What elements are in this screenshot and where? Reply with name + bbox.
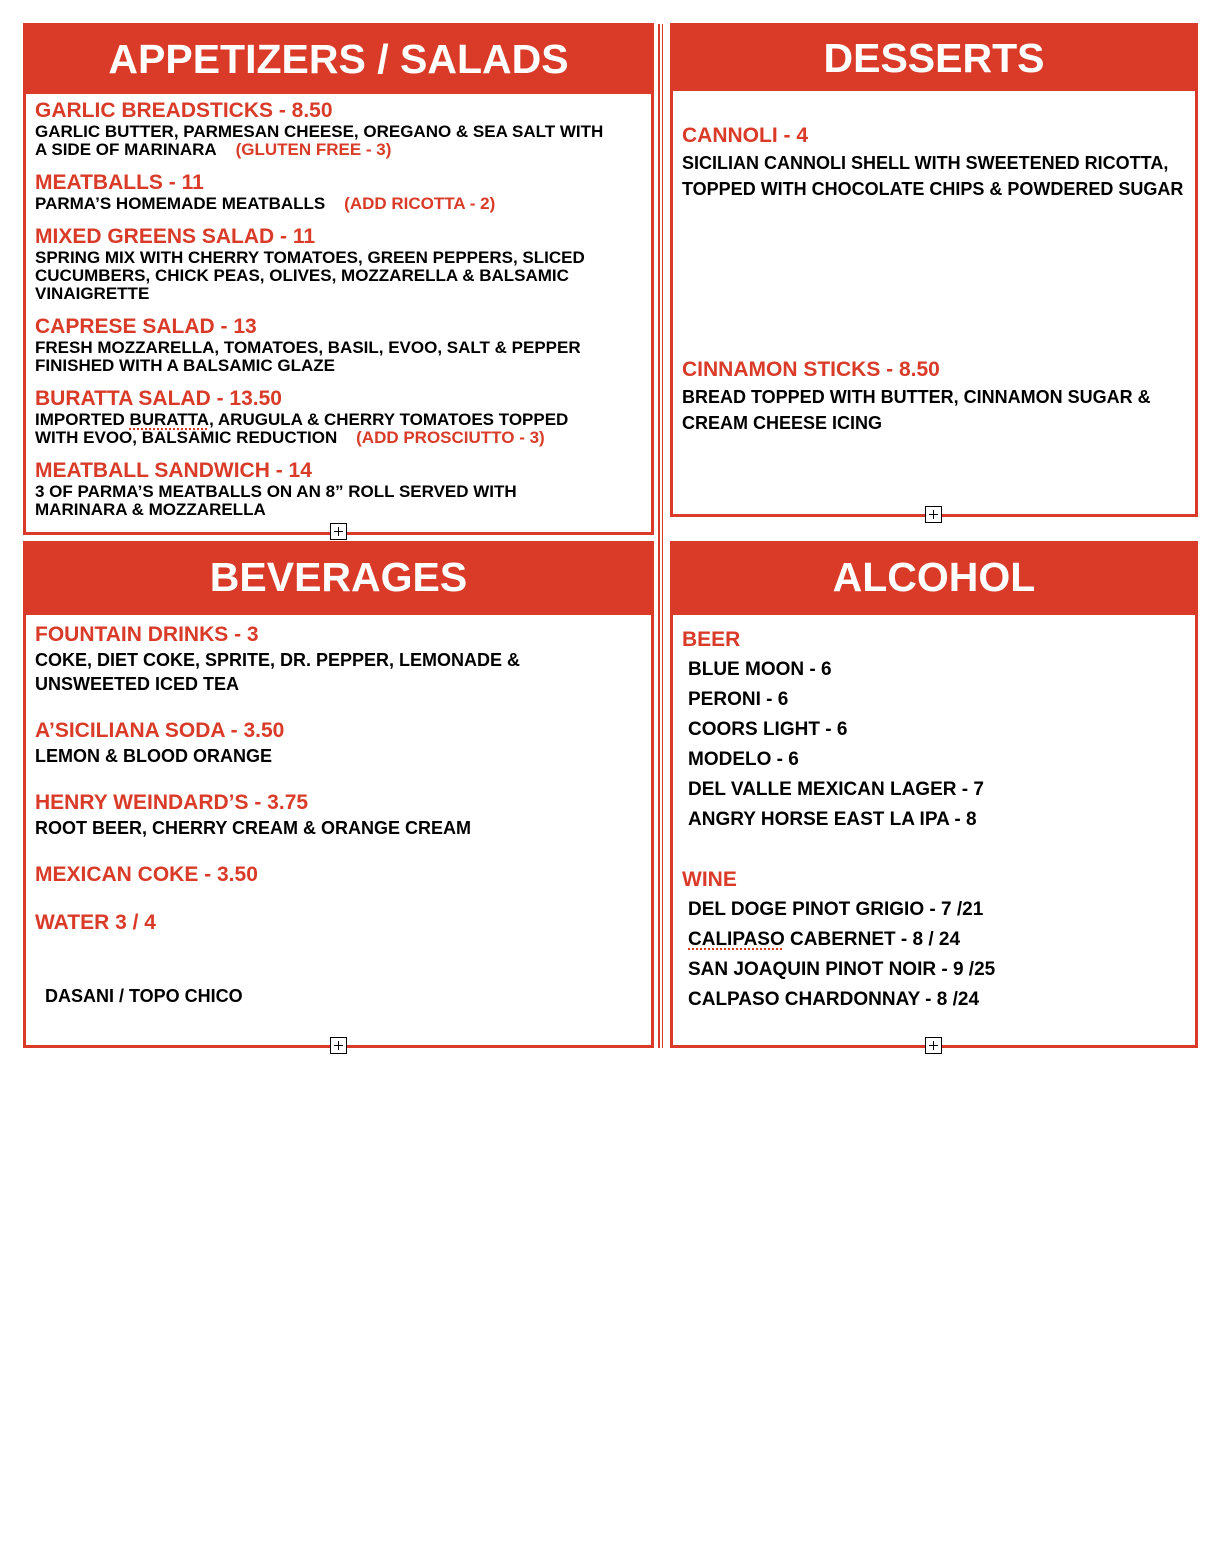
item-desc: DASANI / TOPO CHICO [35,986,243,1006]
item-fountain-drinks: FOUNTAIN DRINKS - 3 [35,623,259,646]
beer-item: PERONI - 6 [688,689,789,710]
item-desc: 3 OF PARMA’S MEATBALLS ON AN 8” ROLL SERVED WITH MARINARA & MOZZARELLA [35,482,517,519]
wine-item: DEL DOGE PINOT GRIGIO - 7 /21 [688,899,984,920]
item-henry-weinhards: HENRY WEINDARD’S - 3.75 [35,791,309,814]
item-cannoli: CANNOLI - 4 [682,124,808,147]
item-desc: LEMON & BLOOD ORANGE [35,746,272,766]
item-desc: COKE, DIET COKE, SPRITE, DR. PEPPER, LEMONADE & UNSWEETED ICED TEA [35,650,521,694]
wine-item: SAN JOAQUIN PINOT NOIR - 9 /25 [688,959,996,980]
beer-heading: BEER [682,628,741,651]
wine-heading: WINE [682,868,737,891]
spellcheck-word: CALIPASO [688,929,785,950]
wine-item: CALIPASO CABERNET - 8 / 24 [688,929,961,950]
beverages-panel [23,541,654,1048]
beer-item: COORS LIGHT - 6 [688,719,848,740]
item-cinnamon-sticks: CINNAMON STICKS - 8.50 [682,358,940,381]
item-desc: IMPORTED BURATTA, ARUGULA & CHERRY TOMATOES TOPPED WITH EVOO, BALSAMIC REDUCTION (ADD PROSCIUTTO - 3) [35,410,569,447]
beer-item: DEL VALLE MEXICAN LAGER - 7 [688,779,984,800]
beer-item: MODELO - 6 [688,749,799,770]
item-desc: SPRING MIX WITH CHERRY TOMATOES, GREEN PEPPERS, SLICED CUCUMBERS, CHICK PEAS, OLIVES, MOZZARELLA & BALSAMIC VINAIGRETTE [35,248,585,303]
item-mixed-greens-salad: MIXED GREENS SALAD - 11 [35,225,316,248]
item-meatballs: MEATBALLS - 11 [35,171,204,194]
item-caprese-salad: CAPRESE SALAD - 13 [35,315,257,338]
resize-handle-icon[interactable] [925,1037,942,1054]
beer-item: ANGRY HORSE EAST LA IPA - 8 [688,809,977,830]
item-desc: GARLIC BUTTER, PARMESAN CHEESE, OREGANO & SEA SALT WITH A SIDE OF MARINARA (GLUTEN FREE - 3) [35,122,604,159]
alcohol-panel [670,541,1198,1048]
item-buratta-salad: BURATTA SALAD - 13.50 [35,387,282,410]
alcohol-header: ALCOHOL [673,544,1195,615]
appetizers-header: APPETIZERS / SALADS [26,26,651,94]
column-divider [658,24,660,1048]
desserts-panel [670,23,1198,517]
item-meatball-sandwich: MEATBALL SANDWICH - 14 [35,459,312,482]
item-desc: PARMA’S HOMEMADE MEATBALLS (ADD RICOTTA - 2) [35,194,496,213]
addon-ricotta: (ADD RICOTTA - 2) [344,194,496,213]
spellcheck-word: BURATTA [129,410,210,429]
addon-gluten-free: (GLUTEN FREE - 3) [235,140,392,159]
resize-handle-icon[interactable] [330,1037,347,1054]
item-desc: FRESH MOZZARELLA, TOMATOES, BASIL, EVOO, SALT & PEPPER FINISHED WITH A BALSAMIC GLAZE [35,338,581,375]
column-divider-inner [662,24,663,1048]
beverages-header: BEVERAGES [26,544,651,615]
item-desc: SICILIAN CANNOLI SHELL WITH SWEETENED RICOTTA, TOPPED WITH CHOCOLATE CHIPS & POWDERED SUGAR [682,153,1184,199]
item-water: WATER 3 / 4 [35,911,156,934]
beer-item: BLUE MOON - 6 [688,659,832,680]
resize-handle-icon[interactable] [330,523,347,540]
addon-prosciutto: (ADD PROSCIUTTO - 3) [356,428,545,447]
wine-item: CALPASO CHARDONNAY - 8 /24 [688,989,980,1010]
item-mexican-coke: MEXICAN COKE - 3.50 [35,863,258,886]
resize-handle-icon[interactable] [925,506,942,523]
appetizers-panel [23,23,654,535]
item-desc: ROOT BEER, CHERRY CREAM & ORANGE CREAM [35,818,472,838]
item-asiciliana-soda: A’SICILIANA SODA - 3.50 [35,719,285,742]
item-garlic-breadsticks: GARLIC BREADSTICKS - 8.50 [35,99,333,122]
item-desc: BREAD TOPPED WITH BUTTER, CINNAMON SUGAR & CREAM CHEESE ICING [682,387,1151,433]
desserts-header: DESSERTS [673,26,1195,91]
